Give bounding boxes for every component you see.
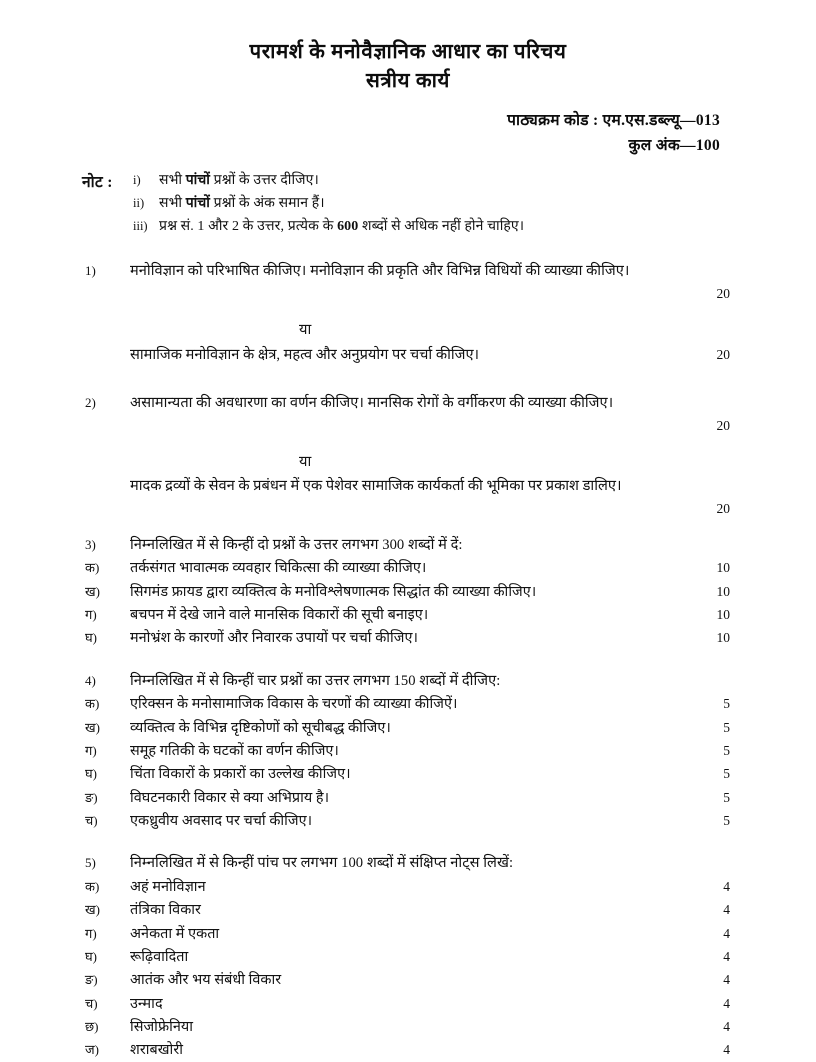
subitem-label: क) bbox=[85, 878, 100, 894]
question-label: 4) bbox=[85, 672, 96, 688]
course-meta bbox=[0, 108, 816, 158]
note-text-before: सभी bbox=[159, 173, 186, 189]
subitem-text: सिजोफ्रेनिया bbox=[130, 1018, 193, 1035]
note-text-after: शब्दों से अधिक नहीं होने चाहिए। bbox=[358, 218, 525, 234]
notes-label: नोट : bbox=[82, 174, 113, 192]
spacer bbox=[85, 520, 730, 534]
subitem-label: ख) bbox=[85, 583, 100, 599]
subitem-marks: 5 bbox=[723, 789, 730, 805]
question-label: 3) bbox=[85, 536, 96, 552]
subitem-label: ख) bbox=[85, 902, 100, 918]
question-label: 1) bbox=[85, 263, 96, 279]
subitem-text: चिंता विकारों के प्रकारों का उल्लेख कीजिए। bbox=[130, 766, 351, 783]
question-subitem bbox=[85, 946, 730, 968]
note-item bbox=[133, 170, 816, 193]
note-item bbox=[133, 216, 816, 239]
subitem-marks: 5 bbox=[723, 813, 730, 829]
note-item bbox=[133, 193, 816, 216]
subitem-marks: 5 bbox=[723, 743, 730, 759]
subitem-text: बचपन में देखे जाने वाले मानसिक विकारों की सूची बनाइए। bbox=[130, 607, 429, 624]
question-marks: 20 bbox=[716, 286, 730, 302]
notes-section bbox=[0, 170, 816, 238]
question-group-5 bbox=[85, 852, 730, 1061]
subitem-label: छ) bbox=[85, 1018, 99, 1034]
question-subitem bbox=[85, 1016, 730, 1038]
subitem-label: घ) bbox=[85, 766, 98, 782]
subitem-text: शराबखोरी bbox=[130, 1042, 183, 1059]
question-text: निम्नलिखित में से किन्हीं पांच पर लगभग 100 शब्दों में संक्षिप्त नोट्स लिखें: bbox=[130, 855, 514, 872]
subitem-marks: 10 bbox=[716, 583, 730, 599]
note-text bbox=[159, 193, 325, 216]
subitem-marks: 5 bbox=[723, 719, 730, 735]
question-subitem bbox=[85, 1039, 730, 1061]
subitem-text: रूढ़िवादिता bbox=[130, 948, 189, 965]
question-subitem bbox=[85, 969, 730, 991]
question-text: निम्नलिखित में से किन्हीं चार प्रश्नों का उत्तर लगभग 150 शब्दों में दीजिए: bbox=[130, 672, 501, 689]
subitem-marks: 4 bbox=[723, 995, 730, 1011]
subitem-marks: 10 bbox=[716, 630, 730, 646]
subitem-label: ग) bbox=[85, 607, 97, 623]
question-row bbox=[85, 534, 730, 557]
note-text bbox=[159, 216, 524, 239]
question-subitem bbox=[85, 993, 730, 1015]
subitem-label: ज) bbox=[85, 1042, 99, 1058]
subitem-label: ग) bbox=[85, 743, 97, 759]
questions-section bbox=[0, 260, 816, 1061]
subitem-text: अनेकता में एकता bbox=[130, 925, 220, 942]
subitem-marks: 4 bbox=[723, 948, 730, 964]
subitem-text: तर्कसंगत भावात्मक व्यवहार चिकित्सा की व्याख्या कीजिए। bbox=[130, 560, 427, 577]
question-subitem bbox=[85, 693, 730, 715]
subitem-label: क) bbox=[85, 560, 100, 576]
subitem-text: उन्माद bbox=[130, 995, 163, 1012]
subitem-marks: 5 bbox=[723, 766, 730, 782]
question-text: निम्नलिखित में से किन्हीं दो प्रश्नों के उत्तर लगभग 300 शब्दों में दें: bbox=[130, 536, 463, 553]
question-subitem bbox=[85, 876, 730, 898]
subitem-marks: 5 bbox=[723, 696, 730, 712]
page-title bbox=[0, 0, 816, 96]
note-text-before: सभी bbox=[159, 196, 186, 212]
alternative-row bbox=[85, 475, 730, 498]
question-row bbox=[85, 392, 730, 415]
question-subitem bbox=[85, 604, 730, 626]
subitem-label: ख) bbox=[85, 719, 100, 735]
subitem-text: तंत्रिका विकार bbox=[130, 902, 201, 919]
note-text-after: प्रश्नों के उत्तर दीजिए। bbox=[210, 173, 319, 189]
question-text: असामान्यता की अवधारणा का वर्णन कीजिए। मानसिक रोगों के वर्गीकरण की व्याख्या कीजिए। bbox=[130, 395, 614, 412]
spacer bbox=[85, 366, 730, 392]
subitem-text: विघटनकारी विकार से क्या अभिप्राय है। bbox=[130, 789, 330, 806]
subitem-label: घ) bbox=[85, 948, 98, 964]
subitem-label: ङ) bbox=[85, 972, 98, 988]
spacer bbox=[85, 832, 730, 852]
question-marks: 20 bbox=[716, 417, 730, 433]
subitem-label: ङ) bbox=[85, 789, 98, 805]
question-group-1 bbox=[85, 260, 730, 366]
question-subitem bbox=[85, 787, 730, 809]
note-text bbox=[159, 170, 319, 193]
note-text-before: प्रश्न सं. 1 और 2 के उत्तर, प्रत्येक के bbox=[159, 218, 338, 234]
question-row bbox=[85, 260, 730, 283]
title-line-2: सत्रीय कार्य bbox=[365, 70, 451, 93]
subitem-marks: 4 bbox=[723, 1018, 730, 1034]
note-text-after: प्रश्नों के अंक समान हैं। bbox=[210, 196, 325, 212]
subitem-label: ग) bbox=[85, 925, 97, 941]
subitem-marks: 4 bbox=[723, 902, 730, 918]
question-row bbox=[85, 852, 730, 875]
subitem-marks: 4 bbox=[723, 878, 730, 894]
note-number: ii) bbox=[133, 196, 145, 211]
subitem-marks: 10 bbox=[716, 560, 730, 576]
question-group-3 bbox=[85, 534, 730, 650]
alternative-separator: या bbox=[299, 321, 312, 338]
question-group-4 bbox=[85, 670, 730, 833]
subitem-text: आतंक और भय संबंधी विकार bbox=[130, 972, 282, 989]
question-subitem bbox=[85, 810, 730, 832]
subitem-text: समूह गतिकी के घटकों का वर्णन कीजिए। bbox=[130, 743, 339, 760]
subitem-marks: 4 bbox=[723, 925, 730, 941]
note-text-emphasis: 600 bbox=[337, 218, 359, 234]
question-label: 5) bbox=[85, 855, 96, 871]
subitem-text: सिगमंड फ्रायड द्वारा व्यक्तित्व के मनोविश्लेषणात्मक सिद्धांत की व्याख्या कीजिए। bbox=[130, 583, 537, 600]
subitem-label: क) bbox=[85, 696, 100, 712]
spacer bbox=[85, 650, 730, 670]
note-number: i) bbox=[133, 173, 141, 188]
subitem-marks: 4 bbox=[723, 972, 730, 988]
question-text: मनोविज्ञान को परिभाषित कीजिए। मनोविज्ञान की प्रकृति और विभिन्न विधियों की व्याख्या कीजिए। bbox=[130, 263, 630, 280]
note-number: iii) bbox=[133, 218, 148, 233]
alternative-text: मादक द्रव्यों के सेवन के प्रबंधन में एक पेशेवर सामाजिक कार्यकर्ता की भूमिका पर प्रकाश डालिए। bbox=[130, 478, 622, 495]
subitem-text: एरिक्सन के मनोसामाजिक विकास के चरणों की व्याख्या कीजिऐं। bbox=[130, 696, 458, 713]
subitem-text: व्यक्तित्व के विभिन्न दृष्टिकोणों को सूचीबद्ध कीजिए। bbox=[130, 719, 391, 736]
subitem-marks: 4 bbox=[723, 1042, 730, 1058]
question-subitem bbox=[85, 627, 730, 649]
question-subitem bbox=[85, 557, 730, 579]
alternative-marks: 20 bbox=[716, 346, 730, 362]
question-subitem bbox=[85, 899, 730, 921]
subitem-text: अहं मनोविज्ञान bbox=[130, 878, 206, 895]
subitem-text: मनोभ्रंश के कारणों और निवारक उपायों पर चर्चा कीजिए। bbox=[130, 630, 419, 647]
alternative-marks: 20 bbox=[716, 500, 730, 516]
alternative-text: सामाजिक मनोविज्ञान के क्षेत्र, महत्व और अनुप्रयोग पर चर्चा कीजिए। bbox=[130, 346, 480, 363]
notes-list bbox=[133, 170, 816, 238]
question-subitem bbox=[85, 923, 730, 945]
alternative-row bbox=[85, 344, 730, 367]
note-text-emphasis: पांचों bbox=[185, 173, 211, 189]
subitem-label: च) bbox=[85, 995, 98, 1011]
subitem-text: एकध्रुवीय अवसाद पर चर्चा कीजिए। bbox=[130, 813, 313, 830]
title-line-1: परामर्श के मनोवैज्ञानिक आधार का परिचय bbox=[249, 41, 567, 63]
question-label: 2) bbox=[85, 395, 96, 411]
question-subitem bbox=[85, 763, 730, 785]
question-subitem bbox=[85, 740, 730, 762]
subitem-label: च) bbox=[85, 813, 98, 829]
alternative-separator: या bbox=[299, 453, 312, 470]
note-text-emphasis: पांचों bbox=[185, 196, 211, 212]
question-subitem bbox=[85, 717, 730, 739]
question-group-2 bbox=[85, 392, 730, 520]
total-marks: कुल अंक—100 bbox=[628, 137, 720, 155]
course-code: पाठ्यक्रम कोड : एम.एस.डब्ल्यू—013 bbox=[507, 112, 720, 130]
question-row bbox=[85, 670, 730, 693]
question-subitem bbox=[85, 581, 730, 603]
subitem-marks: 10 bbox=[716, 607, 730, 623]
subitem-label: घ) bbox=[85, 630, 98, 646]
